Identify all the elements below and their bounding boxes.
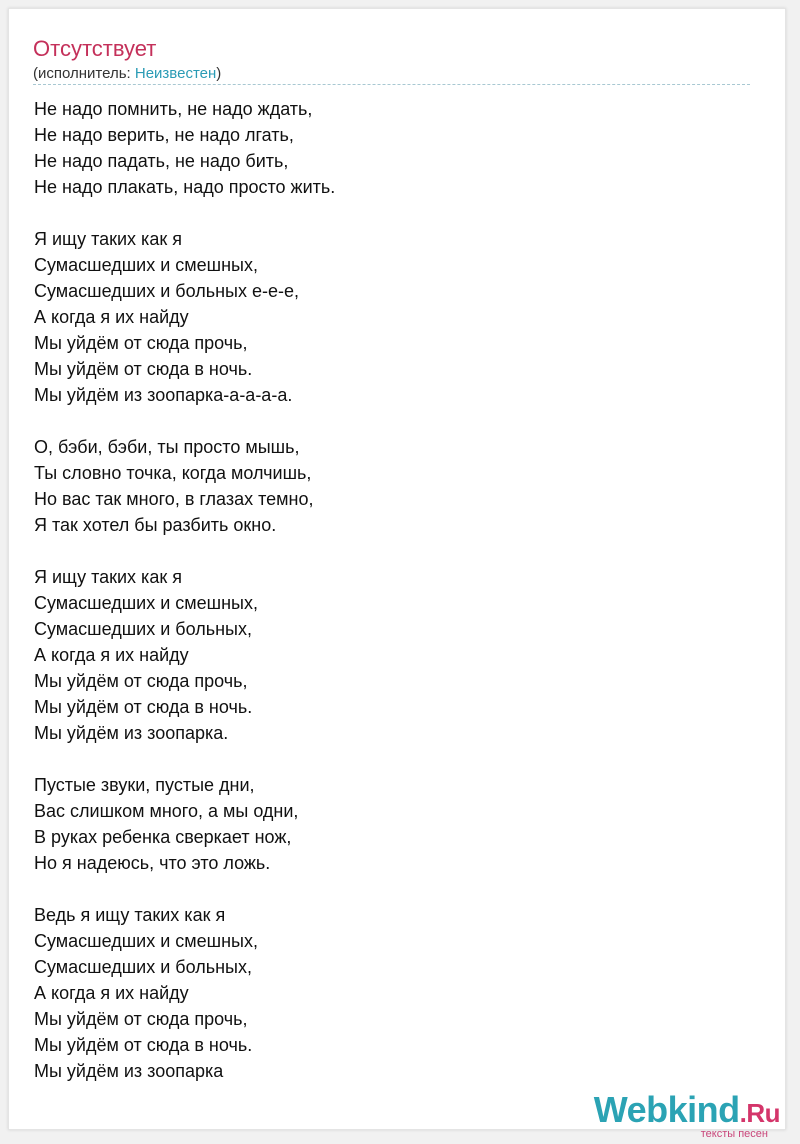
lyric-line: Сумасшедших и больных, <box>34 957 252 977</box>
song-title: Отсутствует <box>33 36 157 61</box>
lyric-line: Вас слишком много, а мы одни, <box>34 801 299 821</box>
stanza <box>34 772 335 876</box>
lyric-line: Мы уйдём от сюда в ночь. <box>34 359 253 379</box>
site-logo[interactable] <box>580 1090 780 1138</box>
lyric-line: Сумасшедших и больных е-е-е, <box>34 281 299 301</box>
lyric-line: Я ищу таких как я <box>34 567 182 587</box>
lyric-line: Не надо верить, не надо лгать, <box>34 125 294 145</box>
lyric-line: Мы уйдём от сюда прочь, <box>34 333 248 353</box>
lyric-line: Не надо плакать, надо просто жить. <box>34 177 336 197</box>
artist-suffix: ) <box>216 65 222 82</box>
lyric-line: Сумасшедших и смешных, <box>34 255 258 275</box>
lyric-line: Пустые звуки, пустые дни, <box>34 775 255 795</box>
lyric-line: Я ищу таких как я <box>34 229 182 249</box>
lyric-line: А когда я их найду <box>34 307 189 327</box>
lyric-line: Мы уйдём от сюда в ночь. <box>34 1035 253 1055</box>
stanza <box>34 226 335 408</box>
lyric-line: Я так хотел бы разбить окно. <box>34 515 277 535</box>
logo-subtitle: тексты песен <box>700 1128 768 1140</box>
lyric-line: Сумасшедших и больных, <box>34 619 252 639</box>
lyrics-body <box>34 96 335 1110</box>
artist-link[interactable]: Неизвестен <box>134 65 217 82</box>
lyric-line: Мы уйдём от сюда прочь, <box>34 671 248 691</box>
lyric-line: Но вас так много, в глазах темно, <box>34 489 314 509</box>
artist-line <box>33 64 221 84</box>
lyric-line: Мы уйдём от сюда в ночь. <box>34 697 253 717</box>
lyric-line: Мы уйдём от сюда прочь, <box>34 1009 248 1029</box>
logo-wordmark: Webkind.Ru <box>593 1089 780 1130</box>
lyric-line: А когда я их найду <box>34 645 189 665</box>
lyric-line: Мы уйдём из зоопарка-а-а-а-а. <box>34 385 293 405</box>
artist-prefix: (исполнитель: <box>33 65 135 82</box>
stanza <box>34 564 335 746</box>
lyric-line: Ты словно точка, когда молчишь, <box>34 463 312 483</box>
lyric-line: Сумасшедших и смешных, <box>34 593 258 613</box>
lyric-line: Мы уйдём из зоопарка. <box>34 723 229 743</box>
lyric-line: О, бэби, бэби, ты просто мышь, <box>34 437 300 457</box>
logo-tld: .Ru <box>739 1098 780 1128</box>
stanza <box>34 96 335 200</box>
lyric-line: Мы уйдём из зоопарка <box>34 1061 224 1081</box>
lyric-line: Ведь я ищу таких как я <box>34 905 226 925</box>
stanza <box>34 902 335 1084</box>
lyric-line: Но я надеюсь, что это ложь. <box>34 853 271 873</box>
lyric-line: Не надо помнить, не надо ждать, <box>34 99 313 119</box>
stanza <box>34 434 335 538</box>
lyric-line: Не надо падать, не надо бить, <box>34 151 289 171</box>
lyric-line: В руках ребенка сверкает нож, <box>34 827 292 847</box>
lyric-line: Сумасшедших и смешных, <box>34 931 258 951</box>
lyric-line: А когда я их найду <box>34 983 189 1003</box>
divider <box>33 84 750 85</box>
